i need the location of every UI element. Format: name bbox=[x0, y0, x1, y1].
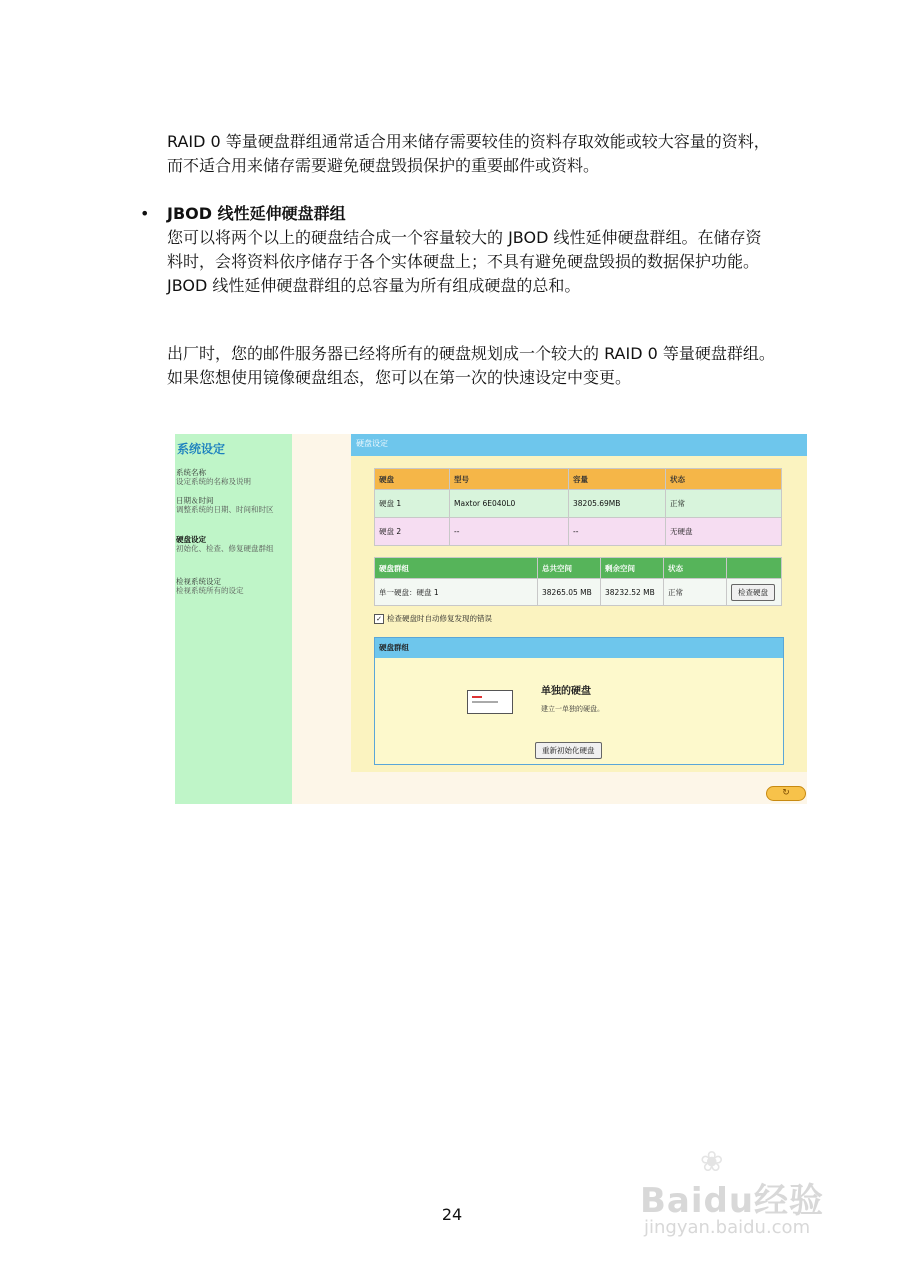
sidebar-item-desc: 初始化、检查、修复硬盘群组 bbox=[176, 544, 274, 553]
bullet-dot: • bbox=[140, 204, 150, 223]
sidebar bbox=[175, 434, 292, 804]
column-header: 总共空间 bbox=[538, 558, 601, 579]
table-row bbox=[375, 490, 782, 518]
sidebar-item-heading: 检视系统设定 bbox=[176, 577, 221, 586]
sidebar-item-desc: 检视系统所有的设定 bbox=[176, 586, 244, 595]
sidebar-item-heading: 系统名称 bbox=[176, 468, 206, 477]
sidebar-item-heading: 日期＆时间 bbox=[176, 496, 214, 505]
table-cell: 硬盘 2 bbox=[375, 518, 450, 546]
paragraph-factory: 出厂时，您的邮件服务器已经将所有的硬盘规划成一个较大的 RAID 0 等量硬盘群组。如果您想使用镜像硬盘组态，您可以在第一次的快速设定中变更。 bbox=[167, 344, 775, 387]
column-header: 容量 bbox=[569, 469, 666, 490]
table-cell: 硬盘 1 bbox=[375, 490, 450, 518]
check-disk-button[interactable]: 检查硬盘 bbox=[731, 584, 775, 601]
sidebar-item-disk-settings[interactable] bbox=[176, 535, 288, 553]
column-header: 硬盘群组 bbox=[375, 558, 538, 579]
sidebar-item-desc: 设定系统的名称及说明 bbox=[176, 477, 251, 486]
auto-repair-option[interactable] bbox=[374, 613, 492, 624]
disk-group-table bbox=[374, 557, 782, 606]
paragraph-raid0: RAID 0 等量硬盘群组通常适合用来储存需要较佳的资料存取效能或较大容量的资料，而不适合用来储存需要避免硬盘毁损保护的重要邮件或资料。 bbox=[167, 132, 770, 175]
watermark-url: jingyan.baidu.com bbox=[644, 1217, 811, 1238]
sidebar-item-desc: 调整系统的日期、时间和时区 bbox=[176, 505, 274, 514]
table-row bbox=[375, 518, 782, 546]
paw-icon: ❀ bbox=[700, 1145, 724, 1178]
sidebar-item-datetime[interactable] bbox=[176, 496, 288, 514]
panel-description: 建立一单独的硬盘。 bbox=[541, 705, 604, 713]
table-header-row bbox=[375, 558, 782, 579]
table-cell: 38265.05 MB bbox=[538, 579, 601, 606]
table-cell: 无硬盘 bbox=[666, 518, 782, 546]
baidu-watermark bbox=[640, 1145, 860, 1245]
table-cell: -- bbox=[569, 518, 666, 546]
single-disk-icon bbox=[467, 690, 513, 714]
paragraph-jbod: 您可以将两个以上的硬盘结合成一个容量较大的 JBOD 线性延伸硬盘群组。在储存资料时，会将资料依序储存于各个实体硬盘上；不具有避免硬盘毁损的数据保护功能。JBOD 线性延伸硬盘群组的总容量为所有组成硬盘的总和。 bbox=[167, 228, 762, 295]
column-header: 状态 bbox=[664, 558, 727, 579]
column-header: 状态 bbox=[666, 469, 782, 490]
column-header: 剩余空间 bbox=[601, 558, 664, 579]
main-panel bbox=[351, 434, 807, 772]
table-cell: 正常 bbox=[666, 490, 782, 518]
auto-repair-checkbox[interactable]: ✓ bbox=[374, 614, 384, 624]
sidebar-item-system-name[interactable] bbox=[176, 468, 288, 486]
column-header-empty bbox=[727, 558, 782, 579]
column-header: 型号 bbox=[450, 469, 569, 490]
panel-title: 单独的硬盘 bbox=[541, 686, 591, 697]
table-cell bbox=[727, 579, 782, 606]
auto-repair-label: 检查硬盘时自动修复发现的错误 bbox=[387, 614, 492, 623]
sidebar-item-view-settings[interactable] bbox=[176, 577, 288, 595]
bullet-title: JBOD 线性延伸硬盘群组 bbox=[167, 204, 346, 223]
table-row bbox=[375, 579, 782, 606]
column-header: 硬盘 bbox=[375, 469, 450, 490]
sidebar-title: 系统设定 bbox=[177, 442, 226, 456]
main-header: 硬盘设定 bbox=[351, 434, 807, 456]
sidebar-item-heading: 硬盘设定 bbox=[176, 535, 206, 544]
table-header-row bbox=[375, 469, 782, 490]
table-cell: 38232.52 MB bbox=[601, 579, 664, 606]
table-cell: Maxtor 6E040L0 bbox=[450, 490, 569, 518]
page-number: 24 bbox=[441, 1205, 463, 1224]
embedded-screenshot bbox=[175, 434, 807, 804]
reinitialize-disk-button[interactable]: 重新初始化硬盘 bbox=[535, 742, 602, 759]
disk-table bbox=[374, 468, 782, 546]
table-cell: 38205.69MB bbox=[569, 490, 666, 518]
table-cell: 正常 bbox=[664, 579, 727, 606]
table-cell: 单一硬盘：硬盘 1 bbox=[375, 579, 538, 606]
refresh-icon[interactable]: ↻ bbox=[766, 786, 806, 801]
watermark-brand: Baidu经验 bbox=[640, 1181, 825, 1221]
panel-header: 硬盘群组 bbox=[375, 638, 783, 658]
disk-group-panel bbox=[374, 637, 784, 765]
table-cell: -- bbox=[450, 518, 569, 546]
